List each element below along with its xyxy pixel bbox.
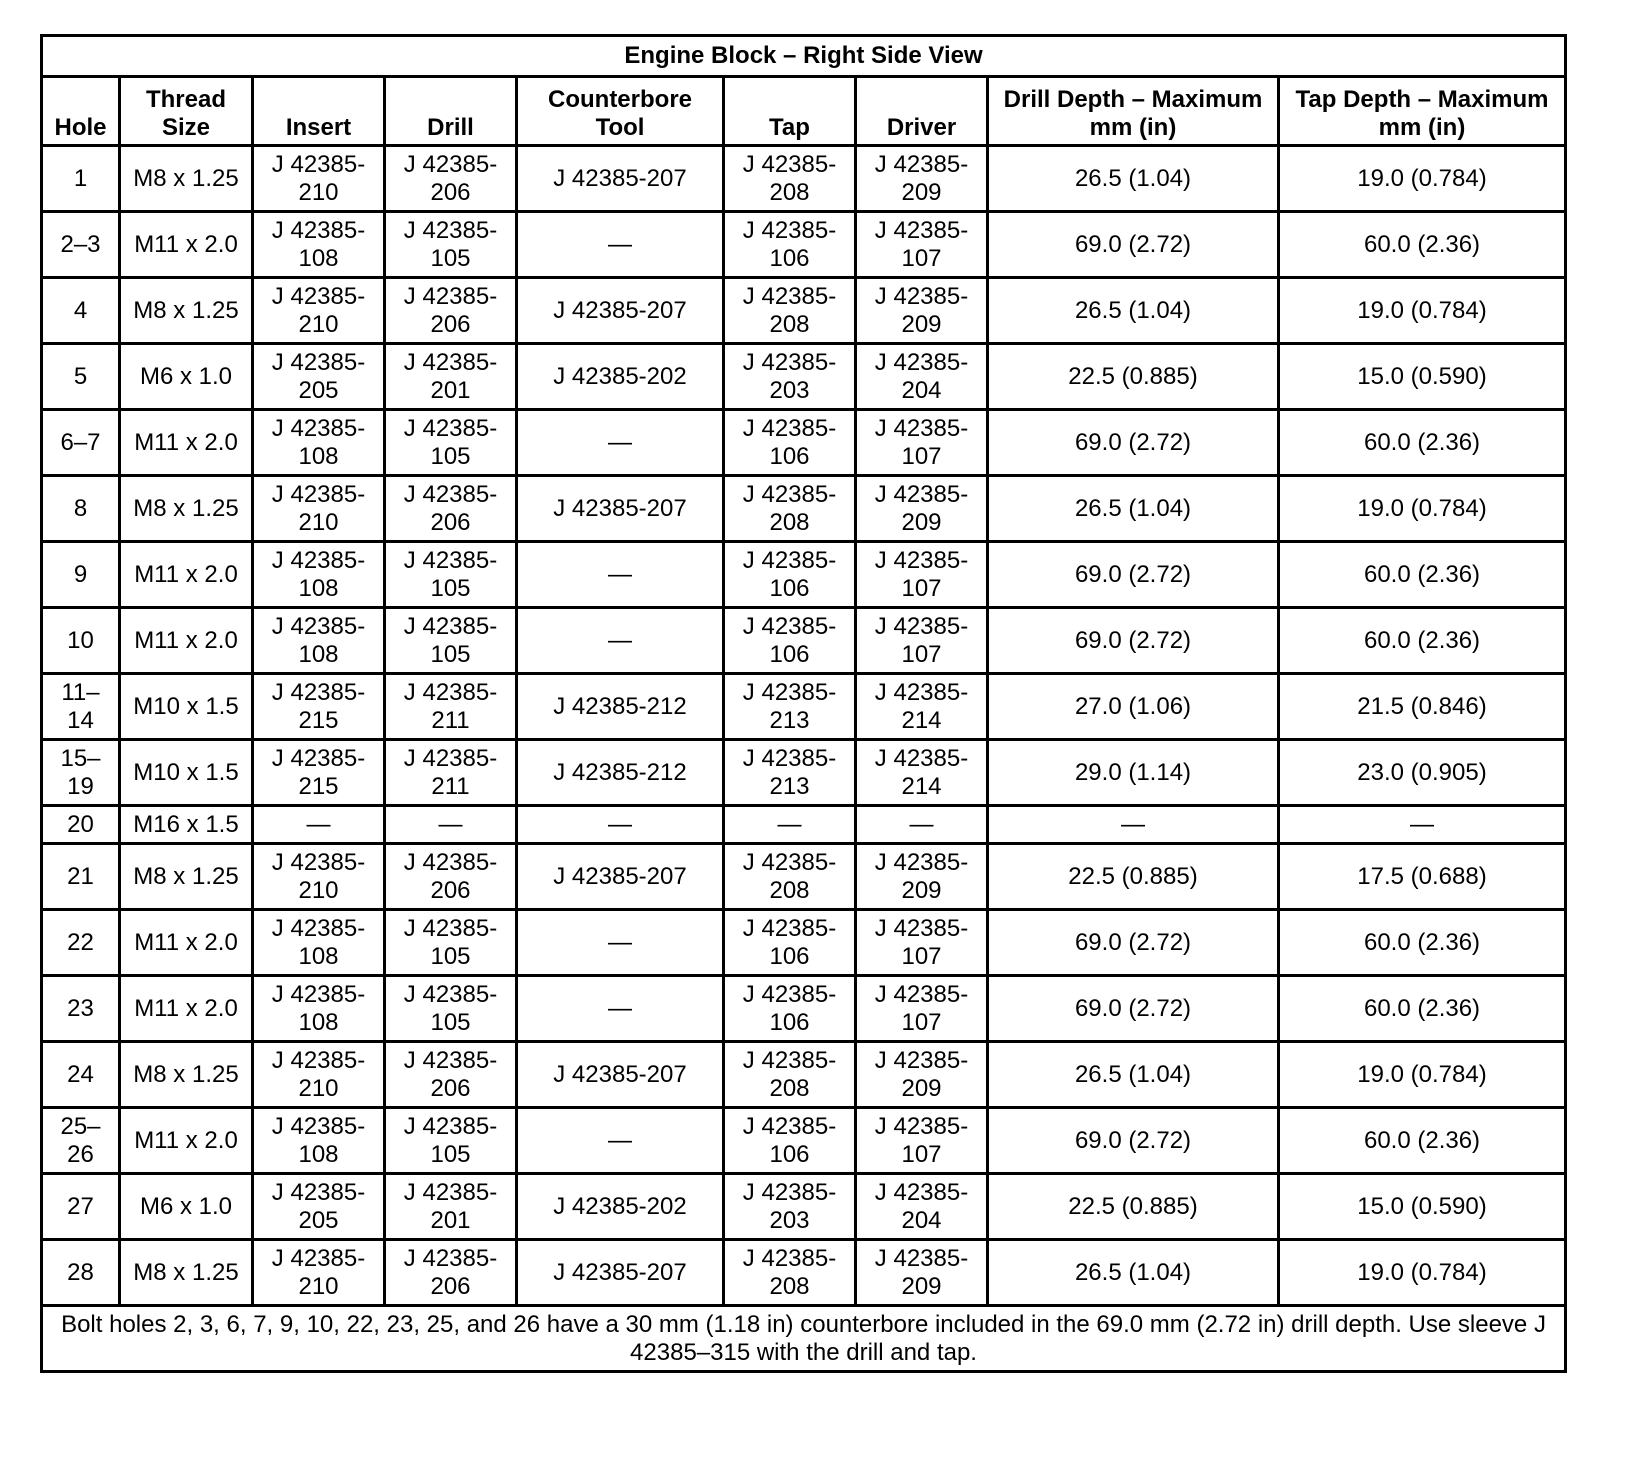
cell-drill: J 42385- 211 — [385, 740, 517, 806]
cell-insert: J 42385- 210 — [253, 844, 385, 910]
cell-thread-size: M11 x 2.0 — [120, 542, 253, 608]
cell-hole: 20 — [42, 806, 120, 844]
cell-tap: J 42385- 213 — [724, 740, 856, 806]
cell-tap-depth: 60.0 (2.36) — [1279, 212, 1566, 278]
cell-hole: 15– 19 — [42, 740, 120, 806]
cell-driver: J 42385- 107 — [856, 410, 988, 476]
cell-counterbore-tool: J 42385-212 — [517, 674, 724, 740]
cell-tap: J 42385- 208 — [724, 278, 856, 344]
cell-tap-depth: 19.0 (0.784) — [1279, 146, 1566, 212]
table-body — [42, 146, 1566, 1306]
cell-drill-depth: — — [988, 806, 1279, 844]
cell-tap: J 42385- 208 — [724, 476, 856, 542]
cell-tap: J 42385- 106 — [724, 608, 856, 674]
cell-thread-size: M8 x 1.25 — [120, 844, 253, 910]
cell-tap-depth: 60.0 (2.36) — [1279, 1108, 1566, 1174]
cell-tap-depth: 19.0 (0.784) — [1279, 278, 1566, 344]
table-row — [42, 410, 1566, 476]
cell-tap-depth: 60.0 (2.36) — [1279, 542, 1566, 608]
cell-drill: J 42385- 105 — [385, 410, 517, 476]
cell-tap: J 42385- 106 — [724, 212, 856, 278]
table-row — [42, 344, 1566, 410]
cell-drill-depth: 26.5 (1.04) — [988, 146, 1279, 212]
cell-hole: 5 — [42, 344, 120, 410]
cell-hole: 6–7 — [42, 410, 120, 476]
cell-hole: 21 — [42, 844, 120, 910]
cell-driver: J 42385- 107 — [856, 212, 988, 278]
table-row — [42, 674, 1566, 740]
table-row — [42, 740, 1566, 806]
footnote: Bolt holes 2, 3, 6, 7, 9, 10, 22, 23, 25, and 26 have a 30 mm (1.18 in) counterbore included in the 69.0 mm (2.72 in) drill depth. Use sleeve J 42385–315 with the drill and tap. — [42, 1306, 1566, 1372]
cell-counterbore-tool: J 42385-207 — [517, 476, 724, 542]
cell-drill-depth: 69.0 (2.72) — [988, 976, 1279, 1042]
table-row — [42, 1240, 1566, 1306]
column-header-counterbore-tool: Counterbore Tool — [517, 77, 724, 146]
column-header-driver: Driver — [856, 77, 988, 146]
cell-tap-depth: 19.0 (0.784) — [1279, 1240, 1566, 1306]
cell-counterbore-tool: — — [517, 806, 724, 844]
cell-insert: J 42385- 108 — [253, 976, 385, 1042]
table-row — [42, 806, 1566, 844]
cell-tap-depth: 60.0 (2.36) — [1279, 976, 1566, 1042]
cell-tap: J 42385- 203 — [724, 1174, 856, 1240]
cell-counterbore-tool: J 42385-202 — [517, 1174, 724, 1240]
table-row — [42, 608, 1566, 674]
cell-drill-depth: 69.0 (2.72) — [988, 910, 1279, 976]
cell-hole: 28 — [42, 1240, 120, 1306]
table-row — [42, 278, 1566, 344]
cell-insert: J 42385- 210 — [253, 278, 385, 344]
cell-insert: J 42385- 108 — [253, 910, 385, 976]
cell-drill: J 42385- 206 — [385, 844, 517, 910]
table-row — [42, 476, 1566, 542]
table-row — [42, 976, 1566, 1042]
cell-thread-size: M11 x 2.0 — [120, 976, 253, 1042]
cell-counterbore-tool: J 42385-207 — [517, 146, 724, 212]
column-header-hole: Hole — [42, 77, 120, 146]
cell-driver: J 42385- 204 — [856, 344, 988, 410]
cell-tap: J 42385- 106 — [724, 410, 856, 476]
cell-tap: J 42385- 106 — [724, 542, 856, 608]
cell-drill: — — [385, 806, 517, 844]
cell-hole: 23 — [42, 976, 120, 1042]
cell-insert: — — [253, 806, 385, 844]
cell-hole: 10 — [42, 608, 120, 674]
table-row — [42, 542, 1566, 608]
cell-tap: J 42385- 213 — [724, 674, 856, 740]
cell-tap: J 42385- 106 — [724, 910, 856, 976]
cell-hole: 2–3 — [42, 212, 120, 278]
cell-tap: — — [724, 806, 856, 844]
cell-driver: J 42385- 107 — [856, 542, 988, 608]
cell-drill-depth: 29.0 (1.14) — [988, 740, 1279, 806]
cell-tap-depth: 23.0 (0.905) — [1279, 740, 1566, 806]
cell-thread-size: M10 x 1.5 — [120, 740, 253, 806]
cell-insert: J 42385- 108 — [253, 1108, 385, 1174]
cell-thread-size: M11 x 2.0 — [120, 608, 253, 674]
cell-drill: J 42385- 105 — [385, 976, 517, 1042]
cell-insert: J 42385- 205 — [253, 344, 385, 410]
cell-insert: J 42385- 210 — [253, 146, 385, 212]
cell-hole: 22 — [42, 910, 120, 976]
cell-insert: J 42385- 108 — [253, 410, 385, 476]
cell-insert: J 42385- 215 — [253, 740, 385, 806]
cell-driver: J 42385- 209 — [856, 1240, 988, 1306]
cell-hole: 24 — [42, 1042, 120, 1108]
cell-thread-size: M6 x 1.0 — [120, 344, 253, 410]
cell-tap: J 42385- 106 — [724, 976, 856, 1042]
cell-thread-size: M11 x 2.0 — [120, 410, 253, 476]
cell-insert: J 42385- 108 — [253, 608, 385, 674]
cell-counterbore-tool: J 42385-202 — [517, 344, 724, 410]
cell-thread-size: M16 x 1.5 — [120, 806, 253, 844]
cell-tap-depth: 60.0 (2.36) — [1279, 608, 1566, 674]
cell-drill: J 42385- 206 — [385, 476, 517, 542]
cell-tap-depth: 60.0 (2.36) — [1279, 910, 1566, 976]
cell-counterbore-tool: J 42385-207 — [517, 1042, 724, 1108]
cell-drill-depth: 26.5 (1.04) — [988, 476, 1279, 542]
cell-tap-depth: 19.0 (0.784) — [1279, 476, 1566, 542]
cell-counterbore-tool: — — [517, 910, 724, 976]
cell-drill: J 42385- 105 — [385, 608, 517, 674]
cell-counterbore-tool: J 42385-212 — [517, 740, 724, 806]
cell-thread-size: M8 x 1.25 — [120, 1240, 253, 1306]
cell-counterbore-tool: J 42385-207 — [517, 1240, 724, 1306]
column-header-drill: Drill — [385, 77, 517, 146]
column-header-thread-size: Thread Size — [120, 77, 253, 146]
cell-drill-depth: 26.5 (1.04) — [988, 278, 1279, 344]
cell-counterbore-tool: — — [517, 410, 724, 476]
cell-drill-depth: 69.0 (2.72) — [988, 212, 1279, 278]
cell-driver: J 42385- 204 — [856, 1174, 988, 1240]
cell-counterbore-tool: — — [517, 542, 724, 608]
cell-insert: J 42385- 210 — [253, 1240, 385, 1306]
cell-driver: J 42385- 107 — [856, 608, 988, 674]
cell-drill-depth: 69.0 (2.72) — [988, 410, 1279, 476]
cell-tap-depth: 17.5 (0.688) — [1279, 844, 1566, 910]
cell-insert: J 42385- 205 — [253, 1174, 385, 1240]
cell-drill: J 42385- 105 — [385, 1108, 517, 1174]
cell-thread-size: M11 x 2.0 — [120, 910, 253, 976]
cell-thread-size: M8 x 1.25 — [120, 146, 253, 212]
cell-counterbore-tool: — — [517, 976, 724, 1042]
column-header-insert: Insert — [253, 77, 385, 146]
table-row — [42, 1042, 1566, 1108]
cell-thread-size: M6 x 1.0 — [120, 1174, 253, 1240]
cell-drill-depth: 22.5 (0.885) — [988, 844, 1279, 910]
cell-hole: 9 — [42, 542, 120, 608]
cell-thread-size: M8 x 1.25 — [120, 476, 253, 542]
cell-drill: J 42385- 206 — [385, 1042, 517, 1108]
cell-insert: J 42385- 210 — [253, 476, 385, 542]
table-row — [42, 910, 1566, 976]
cell-tap-depth: — — [1279, 806, 1566, 844]
cell-hole: 1 — [42, 146, 120, 212]
table-row — [42, 146, 1566, 212]
cell-drill: J 42385- 105 — [385, 212, 517, 278]
cell-counterbore-tool: — — [517, 608, 724, 674]
cell-thread-size: M8 x 1.25 — [120, 1042, 253, 1108]
cell-tap: J 42385- 203 — [724, 344, 856, 410]
cell-tap: J 42385- 208 — [724, 844, 856, 910]
cell-counterbore-tool: — — [517, 1108, 724, 1174]
cell-tap-depth: 60.0 (2.36) — [1279, 410, 1566, 476]
cell-drill: J 42385- 211 — [385, 674, 517, 740]
cell-driver: J 42385- 209 — [856, 1042, 988, 1108]
cell-drill: J 42385- 206 — [385, 278, 517, 344]
table-row — [42, 1108, 1566, 1174]
cell-driver: J 42385- 107 — [856, 976, 988, 1042]
cell-thread-size: M8 x 1.25 — [120, 278, 253, 344]
cell-insert: J 42385- 108 — [253, 212, 385, 278]
cell-counterbore-tool: — — [517, 212, 724, 278]
cell-driver: J 42385- 214 — [856, 674, 988, 740]
cell-counterbore-tool: J 42385-207 — [517, 844, 724, 910]
cell-insert: J 42385- 210 — [253, 1042, 385, 1108]
cell-driver: J 42385- 209 — [856, 844, 988, 910]
cell-drill-depth: 22.5 (0.885) — [988, 1174, 1279, 1240]
table-title: Engine Block – Right Side View — [42, 36, 1566, 77]
table-row — [42, 1174, 1566, 1240]
cell-drill: J 42385- 201 — [385, 344, 517, 410]
cell-tap-depth: 15.0 (0.590) — [1279, 344, 1566, 410]
cell-drill-depth: 26.5 (1.04) — [988, 1240, 1279, 1306]
cell-tap: J 42385- 208 — [724, 1240, 856, 1306]
cell-driver: J 42385- 209 — [856, 146, 988, 212]
cell-hole: 4 — [42, 278, 120, 344]
cell-drill-depth: 27.0 (1.06) — [988, 674, 1279, 740]
cell-hole: 27 — [42, 1174, 120, 1240]
cell-hole: 11– 14 — [42, 674, 120, 740]
cell-drill-depth: 69.0 (2.72) — [988, 1108, 1279, 1174]
cell-driver: J 42385- 107 — [856, 910, 988, 976]
cell-insert: J 42385- 215 — [253, 674, 385, 740]
cell-driver: J 42385- 209 — [856, 476, 988, 542]
cell-hole: 25– 26 — [42, 1108, 120, 1174]
cell-thread-size: M10 x 1.5 — [120, 674, 253, 740]
column-header-row — [42, 77, 1566, 146]
cell-driver: — — [856, 806, 988, 844]
cell-drill-depth: 26.5 (1.04) — [988, 1042, 1279, 1108]
cell-drill: J 42385- 105 — [385, 910, 517, 976]
cell-drill: J 42385- 206 — [385, 146, 517, 212]
cell-tap: J 42385- 208 — [724, 146, 856, 212]
cell-tap: J 42385- 208 — [724, 1042, 856, 1108]
cell-insert: J 42385- 108 — [253, 542, 385, 608]
cell-drill: J 42385- 201 — [385, 1174, 517, 1240]
cell-thread-size: M11 x 2.0 — [120, 1108, 253, 1174]
cell-drill-depth: 69.0 (2.72) — [988, 608, 1279, 674]
cell-thread-size: M11 x 2.0 — [120, 212, 253, 278]
cell-driver: J 42385- 214 — [856, 740, 988, 806]
cell-drill: J 42385- 206 — [385, 1240, 517, 1306]
engine-block-spec-table — [40, 34, 1567, 1373]
cell-driver: J 42385- 107 — [856, 1108, 988, 1174]
column-header-tap-depth: Tap Depth – Maximum mm (in) — [1279, 77, 1566, 146]
cell-drill-depth: 69.0 (2.72) — [988, 542, 1279, 608]
column-header-tap: Tap — [724, 77, 856, 146]
cell-tap-depth: 19.0 (0.784) — [1279, 1042, 1566, 1108]
column-header-drill-depth: Drill Depth – Maximum mm (in) — [988, 77, 1279, 146]
cell-tap: J 42385- 106 — [724, 1108, 856, 1174]
cell-driver: J 42385- 209 — [856, 278, 988, 344]
cell-drill-depth: 22.5 (0.885) — [988, 344, 1279, 410]
cell-tap-depth: 21.5 (0.846) — [1279, 674, 1566, 740]
cell-drill: J 42385- 105 — [385, 542, 517, 608]
cell-hole: 8 — [42, 476, 120, 542]
cell-tap-depth: 15.0 (0.590) — [1279, 1174, 1566, 1240]
cell-counterbore-tool: J 42385-207 — [517, 278, 724, 344]
table-row — [42, 212, 1566, 278]
table-row — [42, 844, 1566, 910]
